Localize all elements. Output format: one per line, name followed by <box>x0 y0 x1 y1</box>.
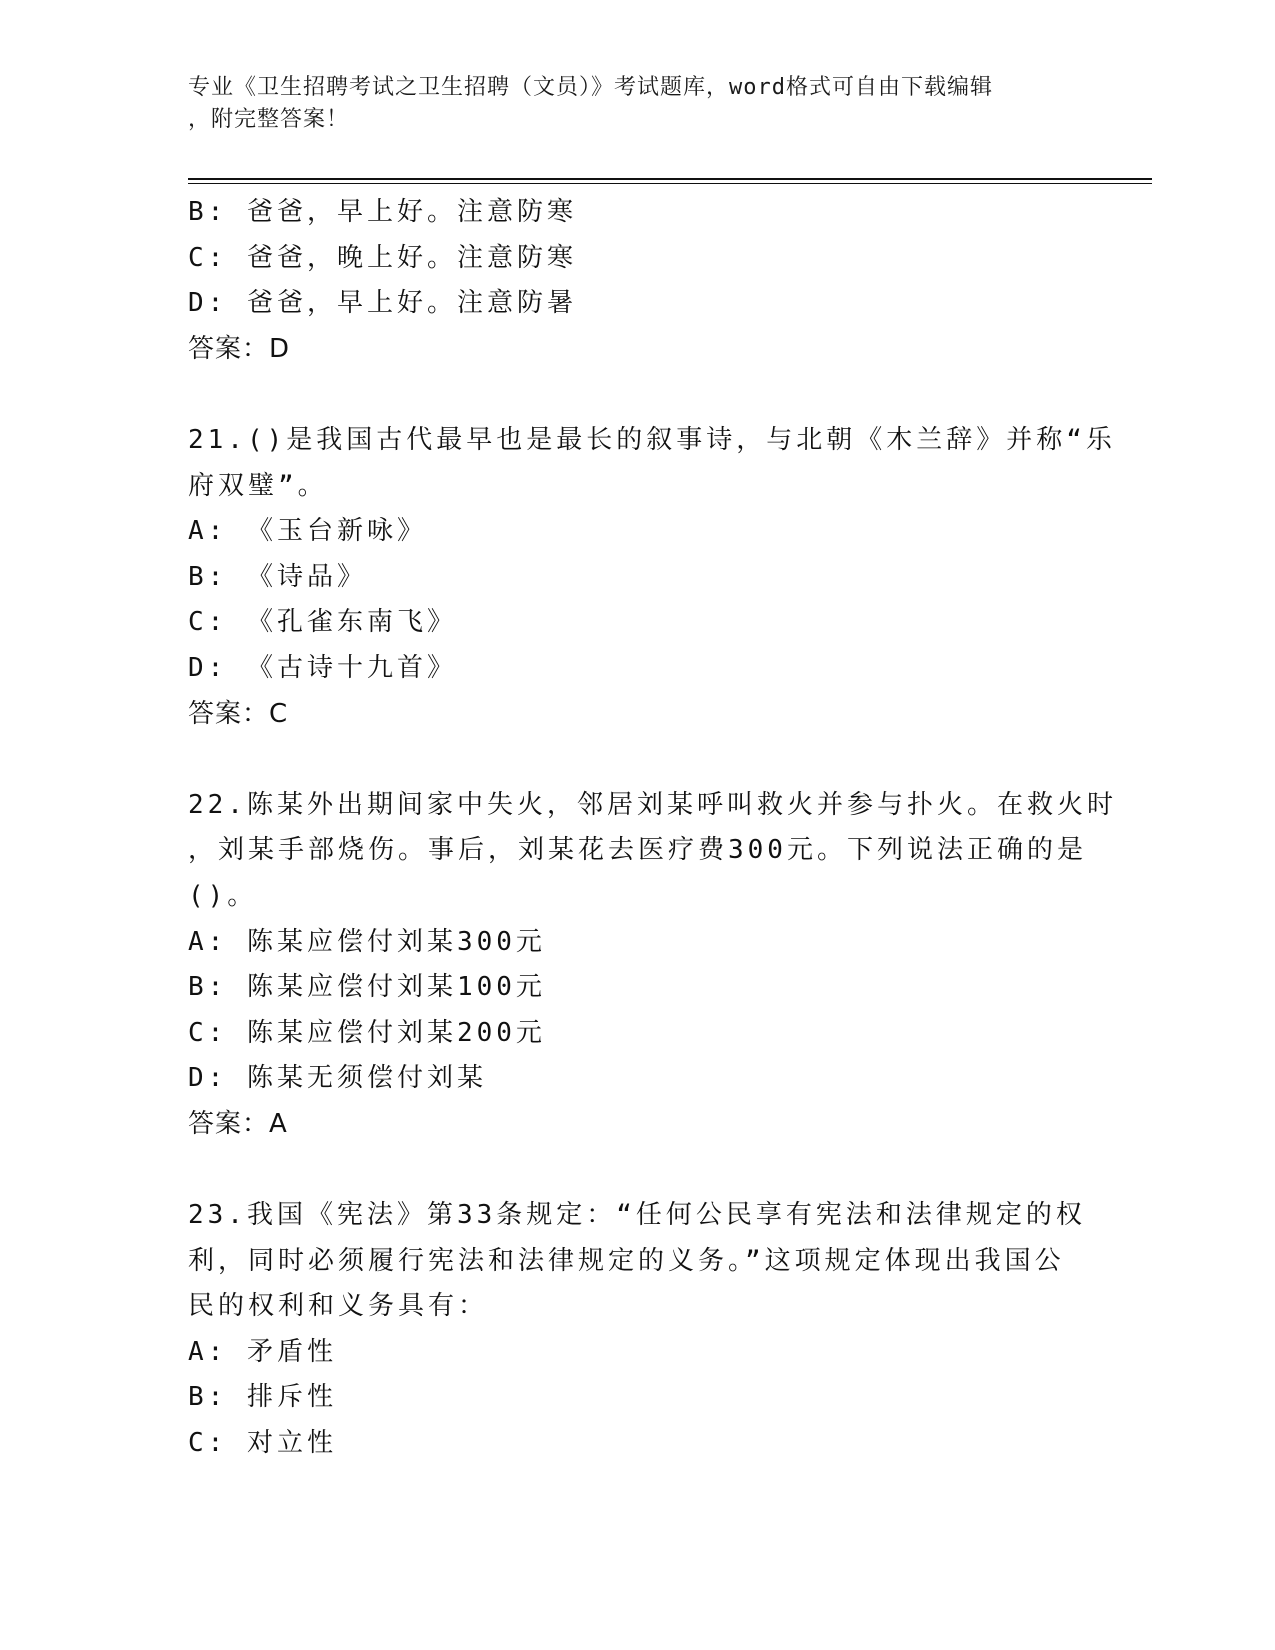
question-stem-line: 民的权利和义务具有： <box>188 1291 489 1322</box>
question-stem-line: 21.()是我国古代最早也是最长的叙事诗，与北朝《木兰辞》并称“乐 <box>188 424 1116 455</box>
header-line-1: 专业《卫生招聘考试之卫生招聘（文员）》考试题库，word格式可自由下载编辑 <box>188 75 993 100</box>
option-c: C: 陈某应偿付刘某200元 <box>188 1017 546 1048</box>
question-stem-line: ，刘某手部烧伤。事后，刘某花去医疗费300元。下列说法正确的是 <box>188 835 1087 866</box>
header-rule-thick <box>188 178 1152 180</box>
option-b: B: 《诗品》 <box>188 561 367 592</box>
option-a: A: 陈某应偿付刘某300元 <box>188 926 546 957</box>
option-a: A: 《玉台新咏》 <box>188 516 427 547</box>
question-stem-line: 利，同时必须履行宪法和法律规定的义务。”这项规定体现出我国公 <box>188 1245 1065 1276</box>
question-23 <box>188 1193 1088 1467</box>
question-22 <box>188 783 1117 1148</box>
question-stem-line: 23.我国《宪法》第33条规定：“任何公民享有宪法和法律规定的权 <box>188 1200 1086 1231</box>
question-stem-line: ()。 <box>188 880 258 911</box>
option-d: D: 《古诗十九首》 <box>188 652 457 683</box>
option-c: C: 《孔雀东南飞》 <box>188 607 457 638</box>
answer-line: 答案：D <box>188 333 291 364</box>
document-header <box>188 72 1088 136</box>
option-c: C: 对立性 <box>188 1428 337 1459</box>
option-a: A: 矛盾性 <box>188 1336 337 1367</box>
option-b: B: 爸爸，早上好。注意防寒 <box>188 197 577 227</box>
question-21 <box>188 418 1116 737</box>
header-line-2: ，附完整答案！ <box>188 107 350 132</box>
question-list <box>188 190 1117 1467</box>
question-stem-line: 22.陈某外出期间家中失火，邻居刘某呼叫救火并参与扑火。在救火时 <box>188 789 1117 820</box>
question-stem-line: 府双璧”。 <box>188 470 328 501</box>
option-c: C: 爸爸，晚上好。注意防寒 <box>188 242 577 273</box>
option-d: D: 陈某无须偿付刘某 <box>188 1063 487 1094</box>
option-b: B: 排斥性 <box>188 1382 337 1413</box>
question-20-tail <box>188 190 1088 372</box>
option-d: D: 爸爸，早上好。注意防暑 <box>188 288 577 319</box>
answer-line: 答案：A <box>188 1108 288 1139</box>
header-rule-thin <box>188 183 1152 184</box>
answer-line: 答案：C <box>188 698 289 729</box>
option-b: B: 陈某应偿付刘某100元 <box>188 972 546 1003</box>
